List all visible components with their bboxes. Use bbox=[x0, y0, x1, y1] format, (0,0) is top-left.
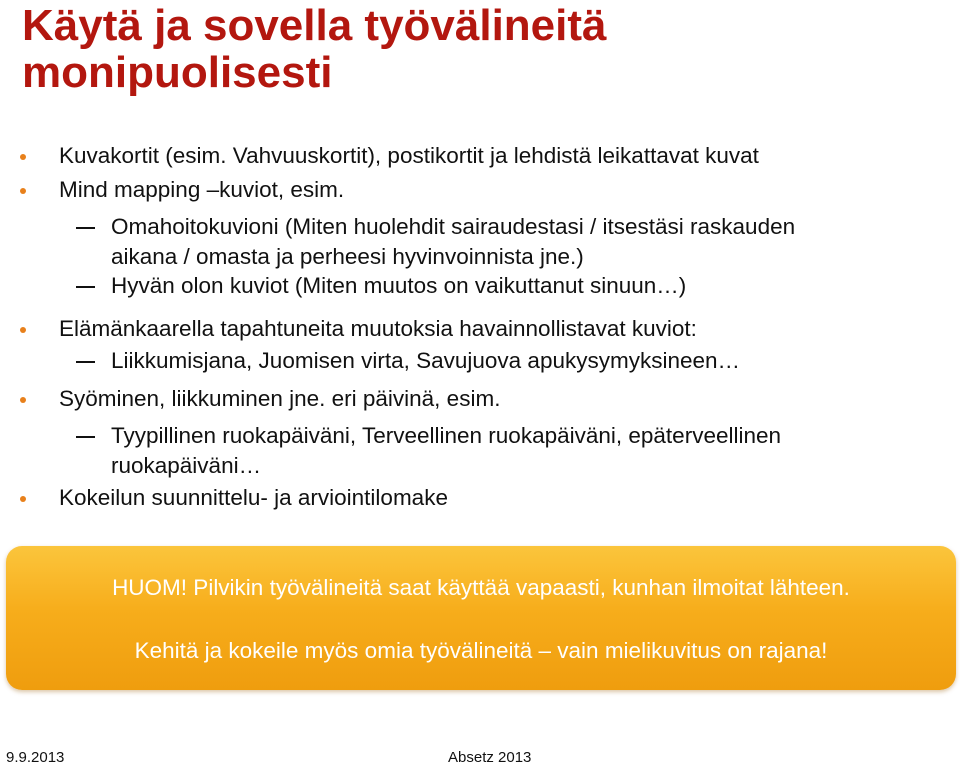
note-line-1: HUOM! Pilvikin työvälineitä saat käyttää vapaasti, kunhan ilmoitat lähteen. bbox=[112, 575, 850, 600]
bullet-text: Elämänkaarella tapahtuneita muutoksia havainnollistavat kuviot: bbox=[59, 316, 697, 341]
bullet-text: Omahoitokuvioni (Miten huolehdit sairaudestasi / itsestäsi raskauden bbox=[111, 214, 796, 239]
bullet-dot-icon bbox=[20, 327, 26, 333]
note-box bbox=[6, 546, 956, 690]
bullet-text: Hyvän olon kuviot (Miten muutos on vaikuttanut sinuun…) bbox=[111, 273, 687, 298]
bullet-text: Tyypillinen ruokapäiväni, Terveellinen ruokapäiväni, epäterveellinen bbox=[111, 423, 782, 448]
bullet-dot-icon bbox=[20, 154, 26, 160]
bullet-text: ruokapäiväni… bbox=[111, 453, 262, 478]
bullet-dot-icon bbox=[20, 188, 26, 194]
note-line-2: Kehitä ja kokeile myös omia työvälineitä – vain mielikuvitus on rajana! bbox=[134, 638, 828, 663]
dash-icon bbox=[76, 436, 95, 438]
bullet-dot-icon bbox=[20, 397, 26, 403]
dash-icon bbox=[76, 227, 95, 229]
dash-icon bbox=[76, 286, 95, 288]
bullet-text: Kuvakortit (esim. Vahvuuskortit), postikortit ja lehdistä leikattavat kuvat bbox=[59, 143, 759, 168]
slide-title-line-2: monipuolisesti bbox=[22, 48, 333, 97]
bullet-text: Kokeilun suunnittelu- ja arviointilomake bbox=[59, 485, 448, 510]
bullet-text: aikana / omasta ja perheesi hyvinvoinnista jne.) bbox=[111, 244, 584, 269]
bullet-text: Mind mapping –kuviot, esim. bbox=[59, 177, 345, 202]
footer-date: 9.9.2013 bbox=[6, 749, 65, 766]
slide-title-line-1: Käytä ja sovella työvälineitä bbox=[22, 1, 607, 50]
bullet-text: Liikkumisjana, Juomisen virta, Savujuova apukysymyksineen… bbox=[111, 348, 741, 373]
slide-title bbox=[22, 2, 922, 96]
bullet-text: Syöminen, liikkuminen jne. eri päivinä, esim. bbox=[59, 386, 501, 411]
dash-icon bbox=[76, 361, 95, 363]
footer-org: Absetz 2013 bbox=[448, 749, 532, 766]
bullet-dot-icon bbox=[20, 496, 26, 502]
